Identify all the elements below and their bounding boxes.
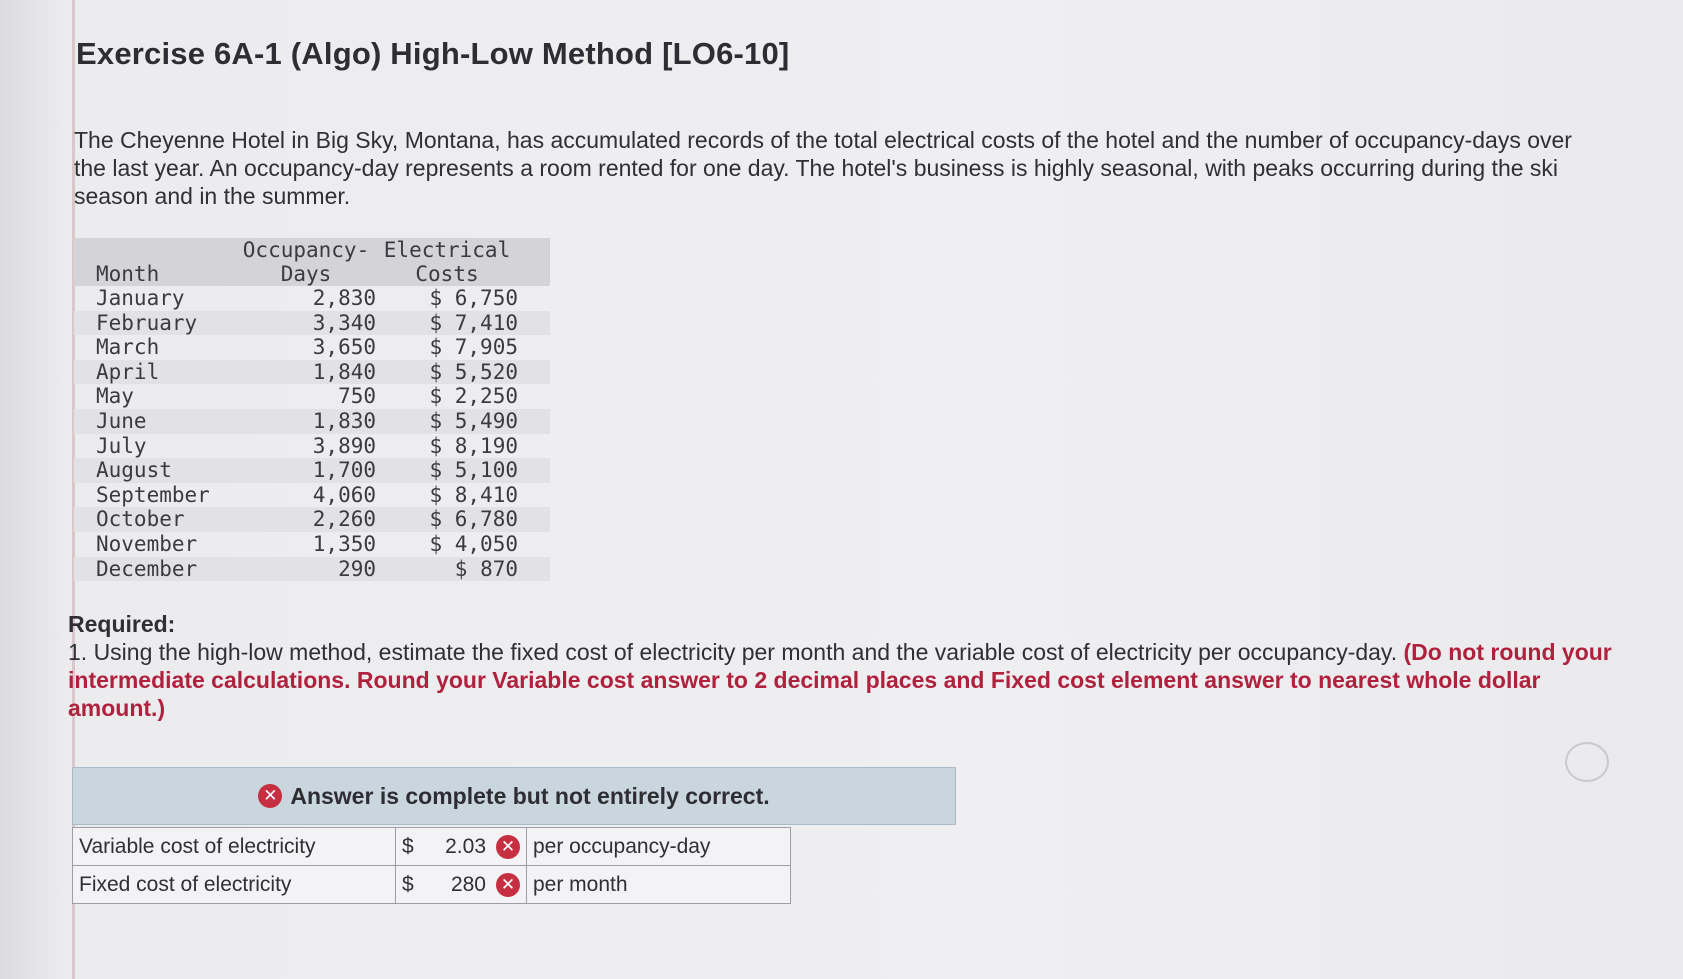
exercise-title: Exercise 6A-1 (Algo) High-Low Method [LO6-10] bbox=[76, 36, 790, 71]
cost-cell: $ 7,410 bbox=[376, 311, 550, 336]
days-cell: 1,830 bbox=[236, 409, 376, 434]
table-row bbox=[74, 409, 550, 434]
x-circle-icon: ✕ bbox=[258, 784, 282, 808]
table-row bbox=[74, 483, 550, 508]
table-row bbox=[74, 335, 550, 360]
month-cell: July bbox=[96, 433, 147, 458]
answer-input-variable-cost[interactable] bbox=[396, 828, 527, 866]
month-cell: September bbox=[96, 482, 210, 507]
cost-cell: $ 5,490 bbox=[376, 409, 550, 434]
days-cell: 3,650 bbox=[312, 335, 376, 360]
currency-symbol: $ bbox=[402, 873, 414, 896]
table-row bbox=[74, 434, 550, 459]
incorrect-x-icon: ✕ bbox=[496, 873, 520, 897]
days-cell: 750 bbox=[338, 384, 376, 409]
answer-value: 280 bbox=[450, 873, 486, 896]
answer-table bbox=[72, 827, 791, 904]
required-instruction: (Do not round your intermediate calculations. Round your Variable cost answer to 2 decimal places and Fixed cost element answer to nearest whole dollar amount.) bbox=[68, 639, 1612, 721]
month-cell: February bbox=[74, 311, 236, 336]
data-table bbox=[74, 238, 550, 581]
days-cell: 4,060 bbox=[312, 482, 376, 507]
header-month: Month bbox=[74, 238, 236, 286]
days-cell: 2,260 bbox=[236, 507, 376, 532]
answer-input-fixed-cost[interactable] bbox=[396, 866, 527, 904]
month-cell: April bbox=[74, 360, 236, 385]
days-cell: 1,350 bbox=[312, 531, 376, 556]
answer-row-variable-cost bbox=[73, 828, 791, 866]
month-cell: October bbox=[74, 507, 236, 532]
month-cell: August bbox=[74, 458, 236, 483]
cost-cell: $ 8,410 bbox=[429, 482, 518, 507]
cost-cell: $ 5,100 bbox=[376, 458, 550, 483]
incorrect-x-icon: ✕ bbox=[496, 835, 520, 859]
cost-cell: $ 5,520 bbox=[376, 360, 550, 385]
table-row bbox=[74, 360, 550, 385]
answer-unit: per occupancy-day bbox=[527, 828, 791, 866]
header-days-line1: Occupancy- bbox=[236, 238, 376, 262]
table-row bbox=[74, 557, 550, 582]
month-cell: June bbox=[74, 409, 236, 434]
required-section bbox=[68, 610, 1628, 722]
days-cell: 3,890 bbox=[312, 433, 376, 458]
cost-cell: $ 2,250 bbox=[429, 384, 518, 409]
answer-value: 2.03 bbox=[445, 835, 486, 858]
cost-cell: $ 870 bbox=[376, 557, 550, 582]
table-row bbox=[74, 458, 550, 483]
answer-status-banner bbox=[72, 767, 956, 825]
header-days-line2: Days bbox=[236, 262, 376, 286]
answer-unit: per month bbox=[527, 866, 791, 904]
required-question: 1. Using the high-low method, estimate the fixed cost of electricity per month and the variable cost of electricity per occupancy-day. bbox=[68, 639, 1398, 665]
days-cell: 290 bbox=[236, 557, 376, 582]
answer-row-fixed-cost bbox=[73, 866, 791, 904]
answer-label: Fixed cost of electricity bbox=[73, 866, 396, 904]
answer-label: Variable cost of electricity bbox=[73, 828, 396, 866]
cost-cell: $ 4,050 bbox=[429, 531, 518, 556]
cost-cell: $ 7,905 bbox=[429, 335, 518, 360]
table-row bbox=[74, 286, 550, 311]
required-label: Required: bbox=[68, 611, 176, 637]
days-cell: 3,340 bbox=[236, 311, 376, 336]
answer-status-text: Answer is complete but not entirely correct. bbox=[290, 782, 770, 809]
problem-intro: The Cheyenne Hotel in Big Sky, Montana, has accumulated records of the total electrical costs of the hotel and the number of occupancy-days over the last year. An occupancy-day represents a room rented for one day. The hotel's business is highly seasonal, with peaks occurring during the ski season and in the summer. bbox=[74, 127, 1572, 209]
month-cell: May bbox=[96, 384, 134, 409]
table-row bbox=[74, 311, 550, 336]
table-row bbox=[74, 532, 550, 557]
cost-cell: $ 6,750 bbox=[429, 286, 518, 310]
header-cost-line2: Costs bbox=[376, 262, 550, 286]
month-cell: December bbox=[74, 557, 236, 582]
circle-mark bbox=[1565, 742, 1609, 782]
month-cell: November bbox=[96, 531, 198, 556]
days-cell: 2,830 bbox=[312, 286, 376, 310]
days-cell: 1,700 bbox=[236, 458, 376, 483]
table-row bbox=[74, 507, 550, 532]
month-cell: January bbox=[96, 286, 185, 310]
month-cell: March bbox=[96, 335, 160, 360]
currency-symbol: $ bbox=[402, 835, 414, 858]
cost-cell: $ 6,780 bbox=[376, 507, 550, 532]
cost-cell: $ 8,190 bbox=[429, 433, 518, 458]
table-row bbox=[74, 384, 550, 409]
days-cell: 1,840 bbox=[236, 360, 376, 385]
header-cost-line1: Electrical bbox=[376, 238, 550, 262]
